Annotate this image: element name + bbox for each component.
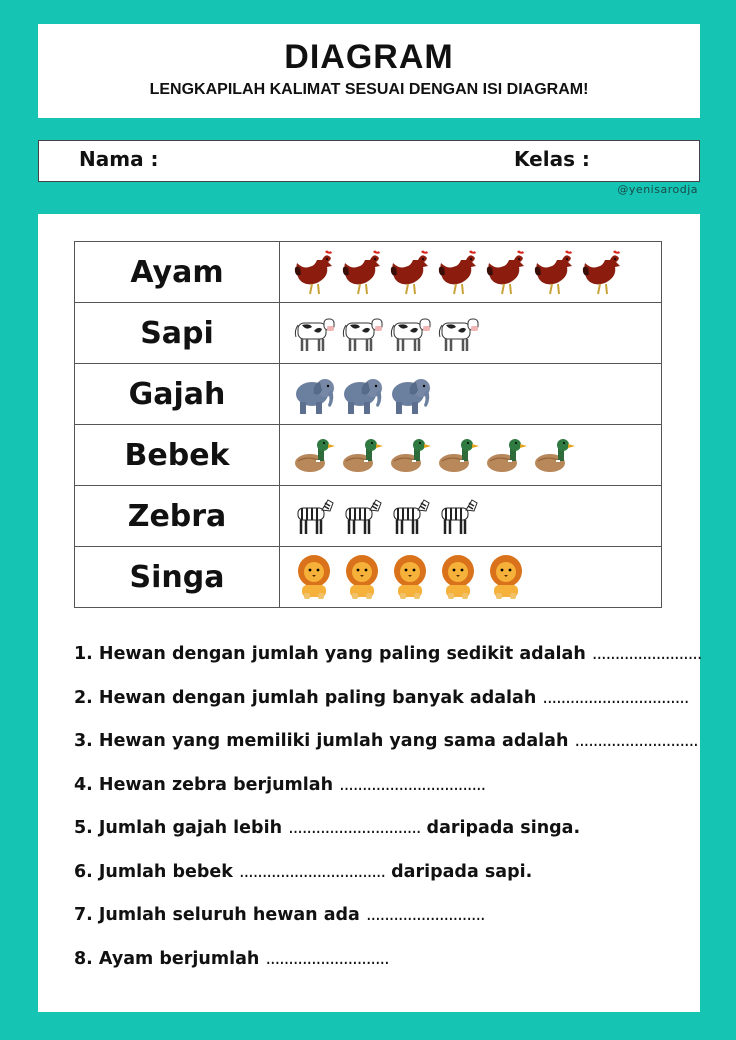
- question-item: [74, 775, 694, 819]
- name-label: Nama :: [79, 147, 159, 171]
- animal-icons-cell: [280, 547, 662, 608]
- answer-blank[interactable]: ................................: [339, 774, 486, 795]
- animal-label: Ayam: [75, 242, 280, 303]
- question-list: [74, 644, 702, 992]
- question-item: [74, 818, 694, 862]
- answer-blank[interactable]: ...........................: [265, 948, 389, 969]
- worksheet: [38, 214, 700, 1012]
- question-text: 6. Jumlah bebek: [74, 861, 233, 882]
- cow-icon: [388, 309, 432, 357]
- question-text: 4. Hewan zebra berjumlah: [74, 774, 334, 795]
- pictograph-row: [75, 547, 662, 608]
- question-text: 5. Jumlah gajah lebih: [74, 818, 283, 838]
- question-item: [74, 644, 702, 688]
- duck-icon: [340, 431, 384, 479]
- duck-icon: [436, 431, 480, 479]
- chicken-icon: [580, 248, 624, 296]
- question-suffix: daripada singa.: [426, 818, 581, 838]
- cow-icon: [340, 309, 384, 357]
- animal-label: Zebra: [75, 486, 280, 547]
- class-label: Kelas :: [514, 147, 590, 171]
- zebra-icon: [436, 492, 480, 540]
- answer-blank[interactable]: ........................: [591, 644, 702, 664]
- question-suffix: daripada sapi.: [391, 861, 533, 882]
- answer-blank[interactable]: ..........................: [365, 905, 485, 925]
- duck-icon: [292, 431, 336, 479]
- page-title: DIAGRAM: [284, 38, 454, 76]
- chicken-icon: [484, 248, 528, 296]
- animal-label: Gajah: [75, 364, 280, 425]
- lion-icon: [484, 553, 528, 601]
- question-text: 8. Ayam berjumlah: [74, 948, 260, 969]
- student-info-box: [38, 140, 700, 182]
- cow-icon: [436, 309, 480, 357]
- chicken-icon: [292, 248, 336, 296]
- question-item: [74, 905, 694, 949]
- zebra-icon: [388, 492, 432, 540]
- question-text: 2. Hewan dengan jumlah paling banyak adalah: [74, 687, 537, 708]
- question-text: 1. Hewan dengan jumlah yang paling sedikit adalah: [74, 644, 586, 664]
- page-subtitle: LENGKAPILAH KALIMAT SESUAI DENGAN ISI DIAGRAM!: [149, 81, 589, 98]
- duck-icon: [484, 431, 528, 479]
- animal-icons-cell: [280, 364, 662, 425]
- animal-label: Singa: [75, 547, 280, 608]
- question-text: 3. Hewan yang memiliki jumlah yang sama adalah: [74, 731, 569, 751]
- chicken-icon: [340, 248, 384, 296]
- answer-blank[interactable]: ...........................: [574, 731, 698, 751]
- pictograph-table: [74, 241, 662, 608]
- animal-icons-cell: [280, 242, 662, 303]
- question-item: [74, 949, 694, 993]
- lion-icon: [436, 553, 480, 601]
- answer-blank[interactable]: .............................: [288, 818, 421, 838]
- answer-blank[interactable]: ................................: [542, 687, 689, 708]
- pictograph-row: [75, 303, 662, 364]
- header-box: [38, 24, 700, 118]
- elephant-icon: [340, 370, 384, 418]
- elephant-icon: [292, 370, 336, 418]
- answer-blank[interactable]: ................................: [239, 861, 386, 882]
- animal-icons-cell: [280, 486, 662, 547]
- pictograph-row: [75, 486, 662, 547]
- chicken-icon: [532, 248, 576, 296]
- lion-icon: [388, 553, 432, 601]
- duck-icon: [388, 431, 432, 479]
- question-item: [74, 688, 694, 732]
- pictograph-row: [75, 364, 662, 425]
- animal-icons-cell: [280, 303, 662, 364]
- pictograph-row: [75, 425, 662, 486]
- animal-label: Sapi: [75, 303, 280, 364]
- animal-label: Bebek: [75, 425, 280, 486]
- lion-icon: [340, 553, 384, 601]
- question-text: 7. Jumlah seluruh hewan ada: [74, 905, 360, 925]
- lion-icon: [292, 553, 336, 601]
- elephant-icon: [388, 370, 432, 418]
- zebra-icon: [292, 492, 336, 540]
- question-item: [74, 862, 694, 906]
- zebra-icon: [340, 492, 384, 540]
- chicken-icon: [436, 248, 480, 296]
- duck-icon: [532, 431, 576, 479]
- cow-icon: [292, 309, 336, 357]
- animal-icons-cell: [280, 425, 662, 486]
- credit-text: @yenisarodja: [617, 183, 698, 196]
- pictograph-row: [75, 242, 662, 303]
- chicken-icon: [388, 248, 432, 296]
- question-item: [74, 731, 698, 775]
